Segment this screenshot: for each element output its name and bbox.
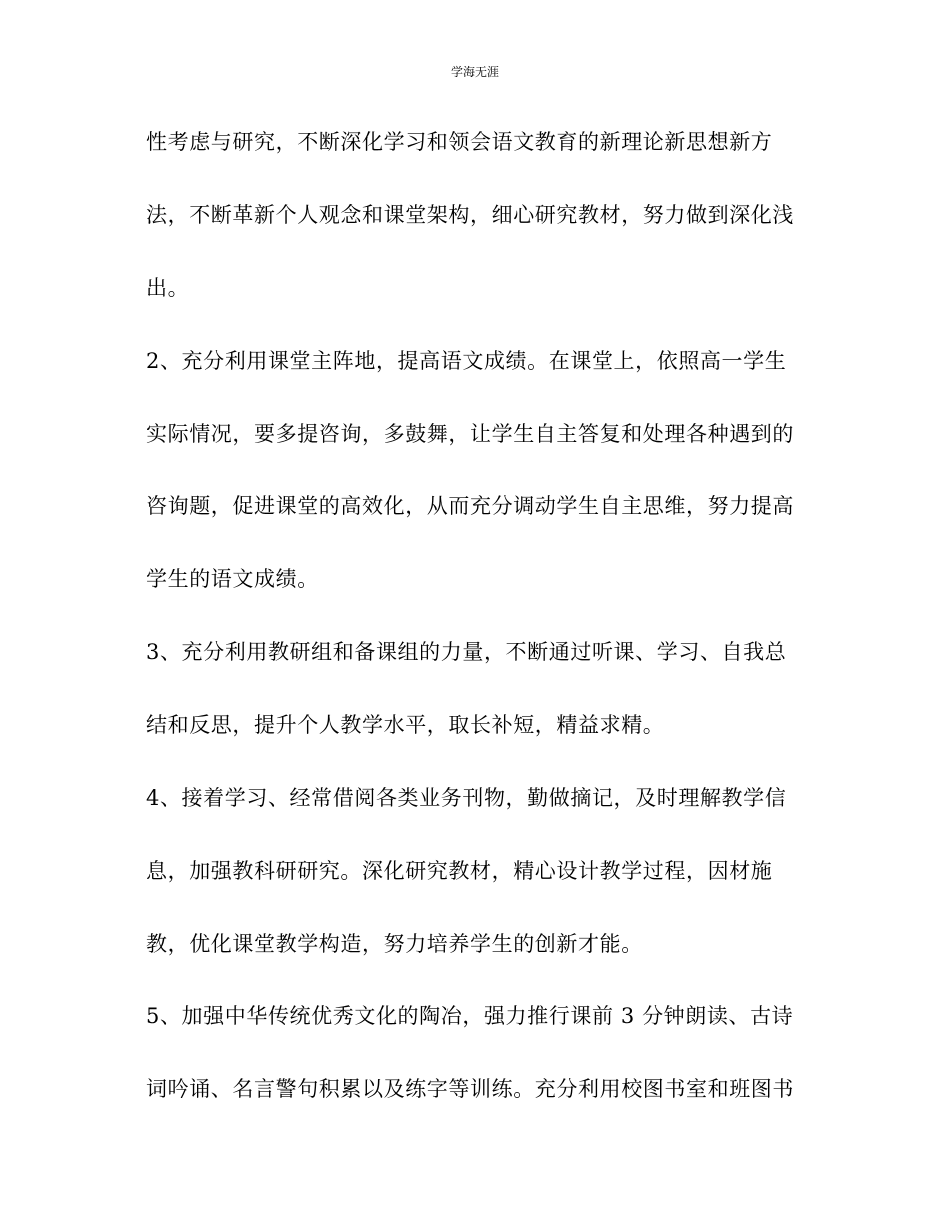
body-line-13: 5、加强中华传统优秀文化的陶冶，强力推行课前 3 分钟朗读、古诗 (146, 1004, 794, 1028)
body-line-8: 3、充分利用教研组和备课组的力量，不断通过听课、学习、自我总 (146, 640, 787, 664)
body-line-6: 咨询题，促进课堂的高效化，从而充分调动学生自主思维，努力提高 (146, 494, 794, 518)
body-line-4: 2、充分利用课堂主阵地，提高语文成绩。在课堂上，依照高一学生 (146, 349, 787, 373)
body-line-5: 实际情况，要多提咨询，多鼓舞，让学生自主答复和处理各种遇到的 (146, 422, 794, 446)
body-line-11: 息，加强教科研研究。深化研究教材，精心设计教学过程，因材施 (146, 859, 773, 883)
body-line-7: 学生的语文成绩。 (146, 567, 319, 591)
body-line-2: 法，不断革新个人观念和课堂架构，细心研究教材，努力做到深化浅 (146, 203, 794, 227)
body-line-3: 出。 (146, 276, 190, 300)
body-line-1: 性考虑与研究，不断深化学习和领会语文教育的新理论新思想新方 (146, 130, 773, 154)
body-line-10: 4、接着学习、经常借阅各类业务刊物，勤做摘记，及时理解教学信 (146, 786, 787, 810)
body-line-12: 教，优化课堂教学构造，努力培养学生的创新才能。 (146, 932, 643, 956)
body-line-9: 结和反思，提升个人教学水平，取长补短，精益求精。 (146, 713, 665, 737)
body-line-14: 词吟诵、名言警句积累以及练字等训练。充分利用校图书室和班图书 (146, 1077, 794, 1101)
page-header: 学海无涯 (450, 65, 499, 79)
